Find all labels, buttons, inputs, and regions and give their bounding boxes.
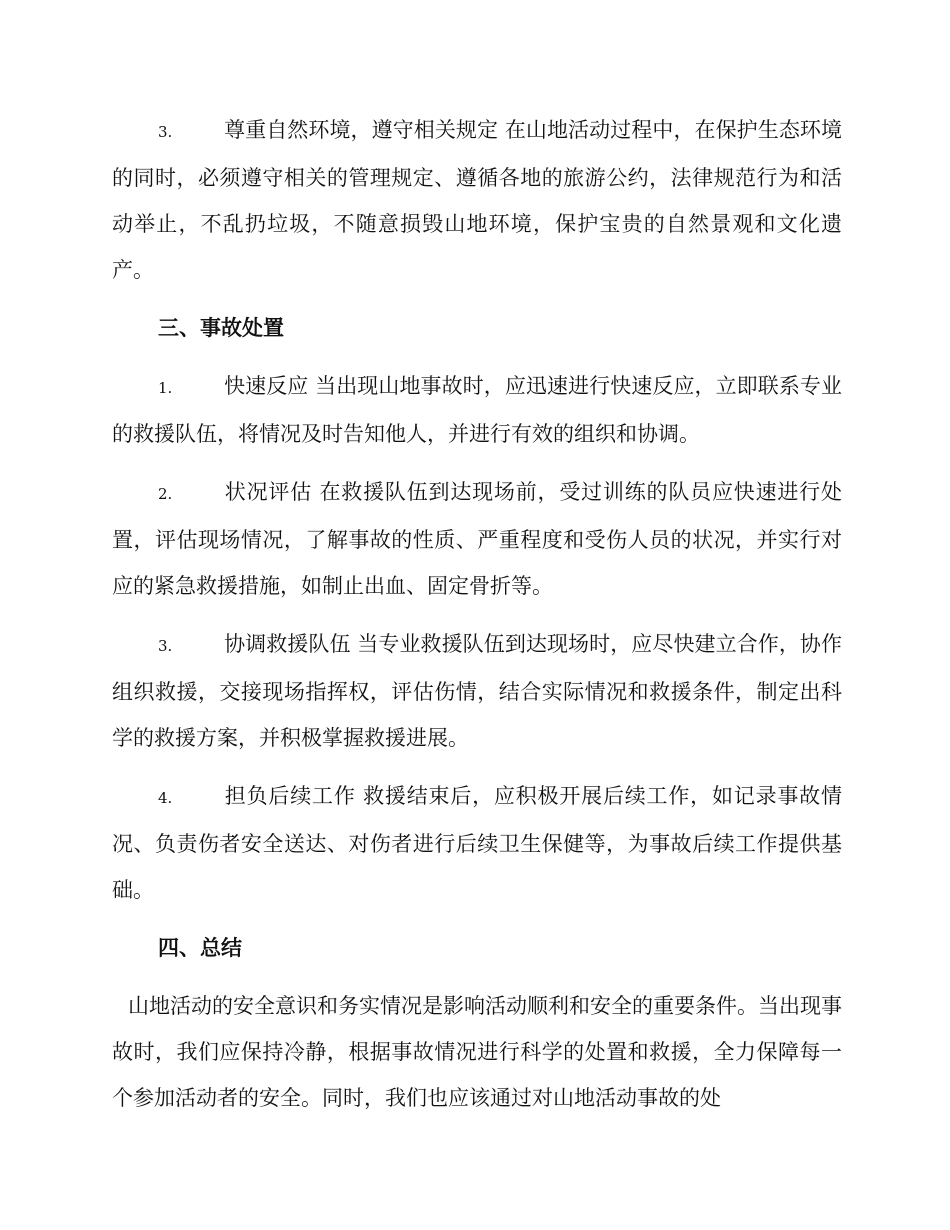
section-heading: 四、总结 xyxy=(158,935,242,960)
item-text: 状况评估 在救援队伍到达现场前，受过训练的队员应快速进行处置，评估现场情况，了解事故的性质、严重程度和受伤人员的状况，并实行对应的紧急救援措施，如制止出血、固定骨折等。 xyxy=(112,480,842,598)
list-item xyxy=(112,363,842,457)
item-number: 3. xyxy=(158,123,173,141)
section-heading: 三、事故处置 xyxy=(158,315,284,340)
item-number: 2. xyxy=(158,485,173,503)
list-item xyxy=(112,773,842,913)
document-page xyxy=(112,107,842,1133)
item-number: 3. xyxy=(158,637,173,655)
item-text: 协调救援队伍 当专业救援队伍到达现场时，应尽快建立合作，协作组织救援，交接现场指挥权，评估伤情，结合实际情况和救援条件，制定出科学的救援方案，并积极掌握救援进展。 xyxy=(112,632,842,750)
list-item xyxy=(112,107,842,293)
item-text: 担负后续工作 救援结束后，应积极开展后续工作，如记录事故情况、负责伤者安全送达、对伤者进行后续卫生保健等，为事故后续工作提供基础。 xyxy=(112,784,842,902)
summary-paragraph xyxy=(112,983,842,1121)
item-text: 尊重自然环境，遵守相关规定 在山地活动过程中，在保护生态环境的同时，必须遵守相关的管理规定、遵循各地的旅游公约，法律规范行为和活动举止，不乱扔垃圾，不随意损毁山地环境，保护宝贵的自然景观和文化遗产。 xyxy=(112,118,842,282)
list-item xyxy=(112,621,842,761)
summary-text: 山地活动的安全意识和务实情况是影响活动顺利和安全的重要条件。当出现事故时，我们应保持冷静，根据事故情况进行科学的处置和救援，全力保障每一个参加活动者的安全。同时，我们也应该通过对山地活动事故的处 xyxy=(112,994,842,1110)
item-number: 1. xyxy=(158,379,173,397)
item-number: 4. xyxy=(158,789,173,807)
item-text: 快速反应 当出现山地事故时，应迅速进行快速反应，立即联系专业的救援队伍，将情况及时告知他人，并进行有效的组织和协调。 xyxy=(112,374,842,446)
list-item xyxy=(112,469,842,609)
